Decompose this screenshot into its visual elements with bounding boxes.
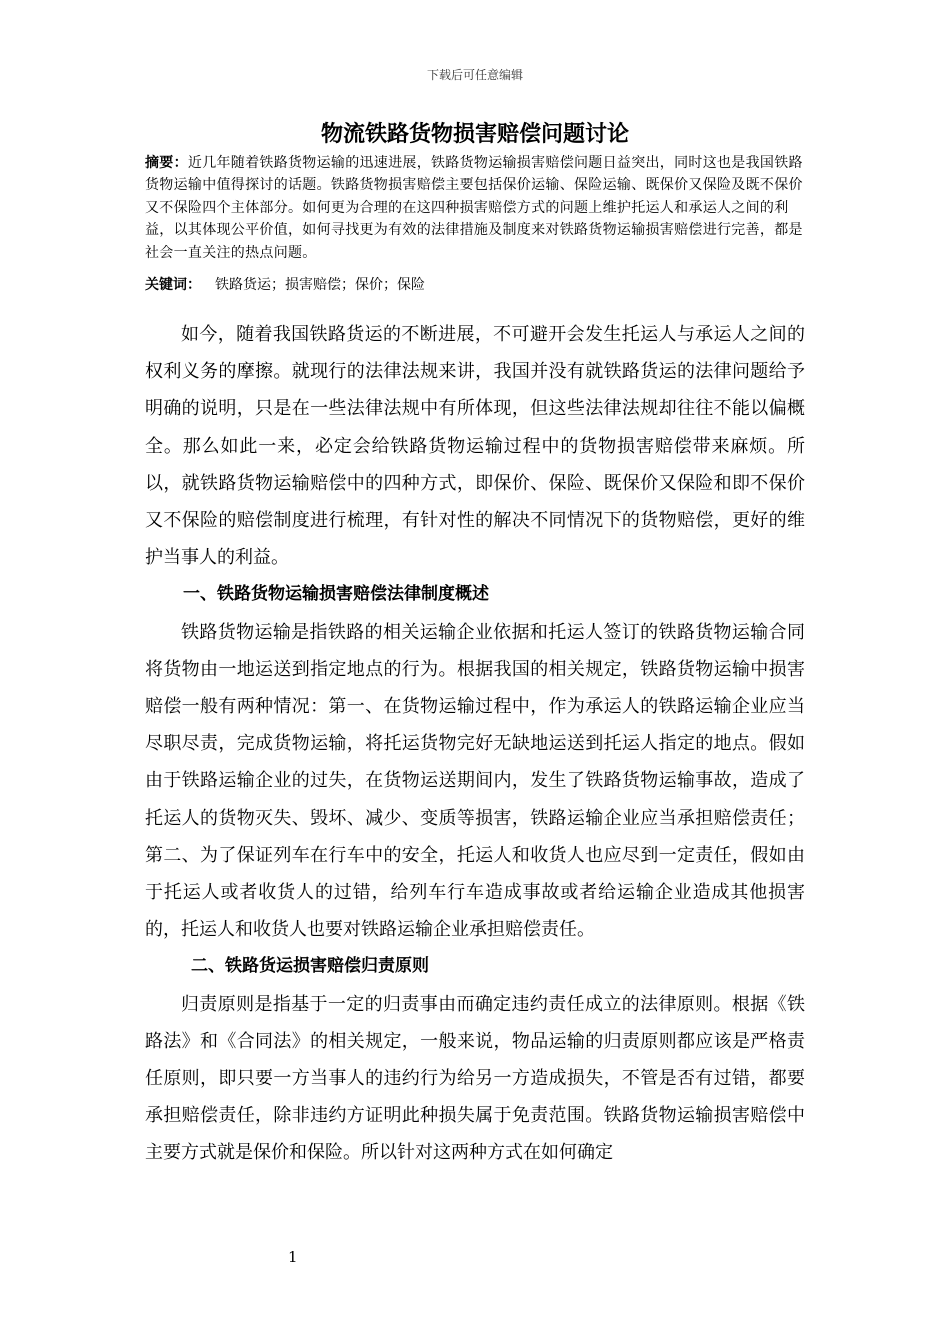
intro-paragraph: 如今，随着我国铁路货运的不断进展，不可避开会发生托运人与承运人之间的权利义务的摩擦。就现行的法律法规来讲，我国并没有就铁路货运的法律问题给予明确的说明，只是在一些法律法规中有所体现，但这些法律法规却往往不能以偏概全。那么如此一来，必定会给铁路货物运输过程中的货物损害赔偿带来麻烦。所以，就铁路货物运输赔偿中的四种方式，即保价、保险、既保价又保险和即不保价又不保险的赔偿制度进行梳理，有针对性的解决不同情况下的货物赔偿，更好的维护当事人的利益。 [145,324,805,569]
section-1-paragraph: 铁路货物运输是指铁路的相关运输企业依据和托运人签订的铁路货物运输合同将货物由一地运送到指定地点的行为。根据我国的相关规定，铁路货物运输中损害赔偿一般有两种情况：第一、在货物运输过程中，作为承运人的铁路运输企业应当尽职尽责，完成货物运输，将托运货物完好无缺地运送到托运人指定的地点。假如由于铁路运输企业的过失，在货物运送期间内，发生了铁路货物运输事故，造成了托运人的货物灭失、毁坏、减少、变质等损害，铁路运输企业应当承担赔偿责任；第二、为了保证列车在行车中的安全，托运人和收货人也应尽到一定责任，假如由于托运人或者收货人的过错，给列车行车造成事故或者给运输企业造成其他损害的，托运人和收货人也要对铁路运输企业承担赔偿责任。 [145,621,805,941]
keywords [145,274,805,296]
page-number: 1 [288,1248,298,1266]
abstract-label: 摘要： [145,155,188,171]
section-heading-1: 一、铁路货物运输损害赔偿法律制度概述 [183,584,489,605]
keywords-text: 铁路货运；损害赔偿；保价；保险 [215,277,425,293]
abstract [145,152,805,264]
body-text [145,316,805,1172]
section-heading-2: 二、铁路货运损害赔偿归责原则 [191,956,429,977]
keywords-label: 关键词： [145,277,201,293]
section-2-paragraph: 归责原则是指基于一定的归责事由而确定违约责任成立的法律原则。根据《铁路法》和《合同法》的相关规定，一般来说，物品运输的归责原则都应该是严格责任原则，即只要一方当事人的违约行为给另一方造成损失，不管是否有过错，都要承担赔偿责任，除非违约方证明此种损失属于免责范围。铁路货物运输损害赔偿中主要方式就是保价和保险。所以针对这两种方式在如何确定 [145,993,805,1164]
abstract-text: 近几年随着铁路货物运输的迅速进展，铁路货物运输损害赔偿问题日益突出，同时这也是我国铁路货物运输中值得探讨的话题。铁路货物损害赔偿主要包括保价运输、保险运输、既保价又保险及既不保价又不保险四个主体部分。如何更为合理的在这四种损害赔偿方式的问题上维护托运人和承运人之间的利益，以其体现公平价值，如何寻找更为有效的法律措施及制度来对铁路货物运输损害赔偿进行完善，都是社会一直关注的热点问题。 [145,155,803,261]
document-title: 物流铁路货物损害赔偿问题讨论 [320,122,629,147]
header-note: 下载后可任意编辑 [426,68,523,82]
